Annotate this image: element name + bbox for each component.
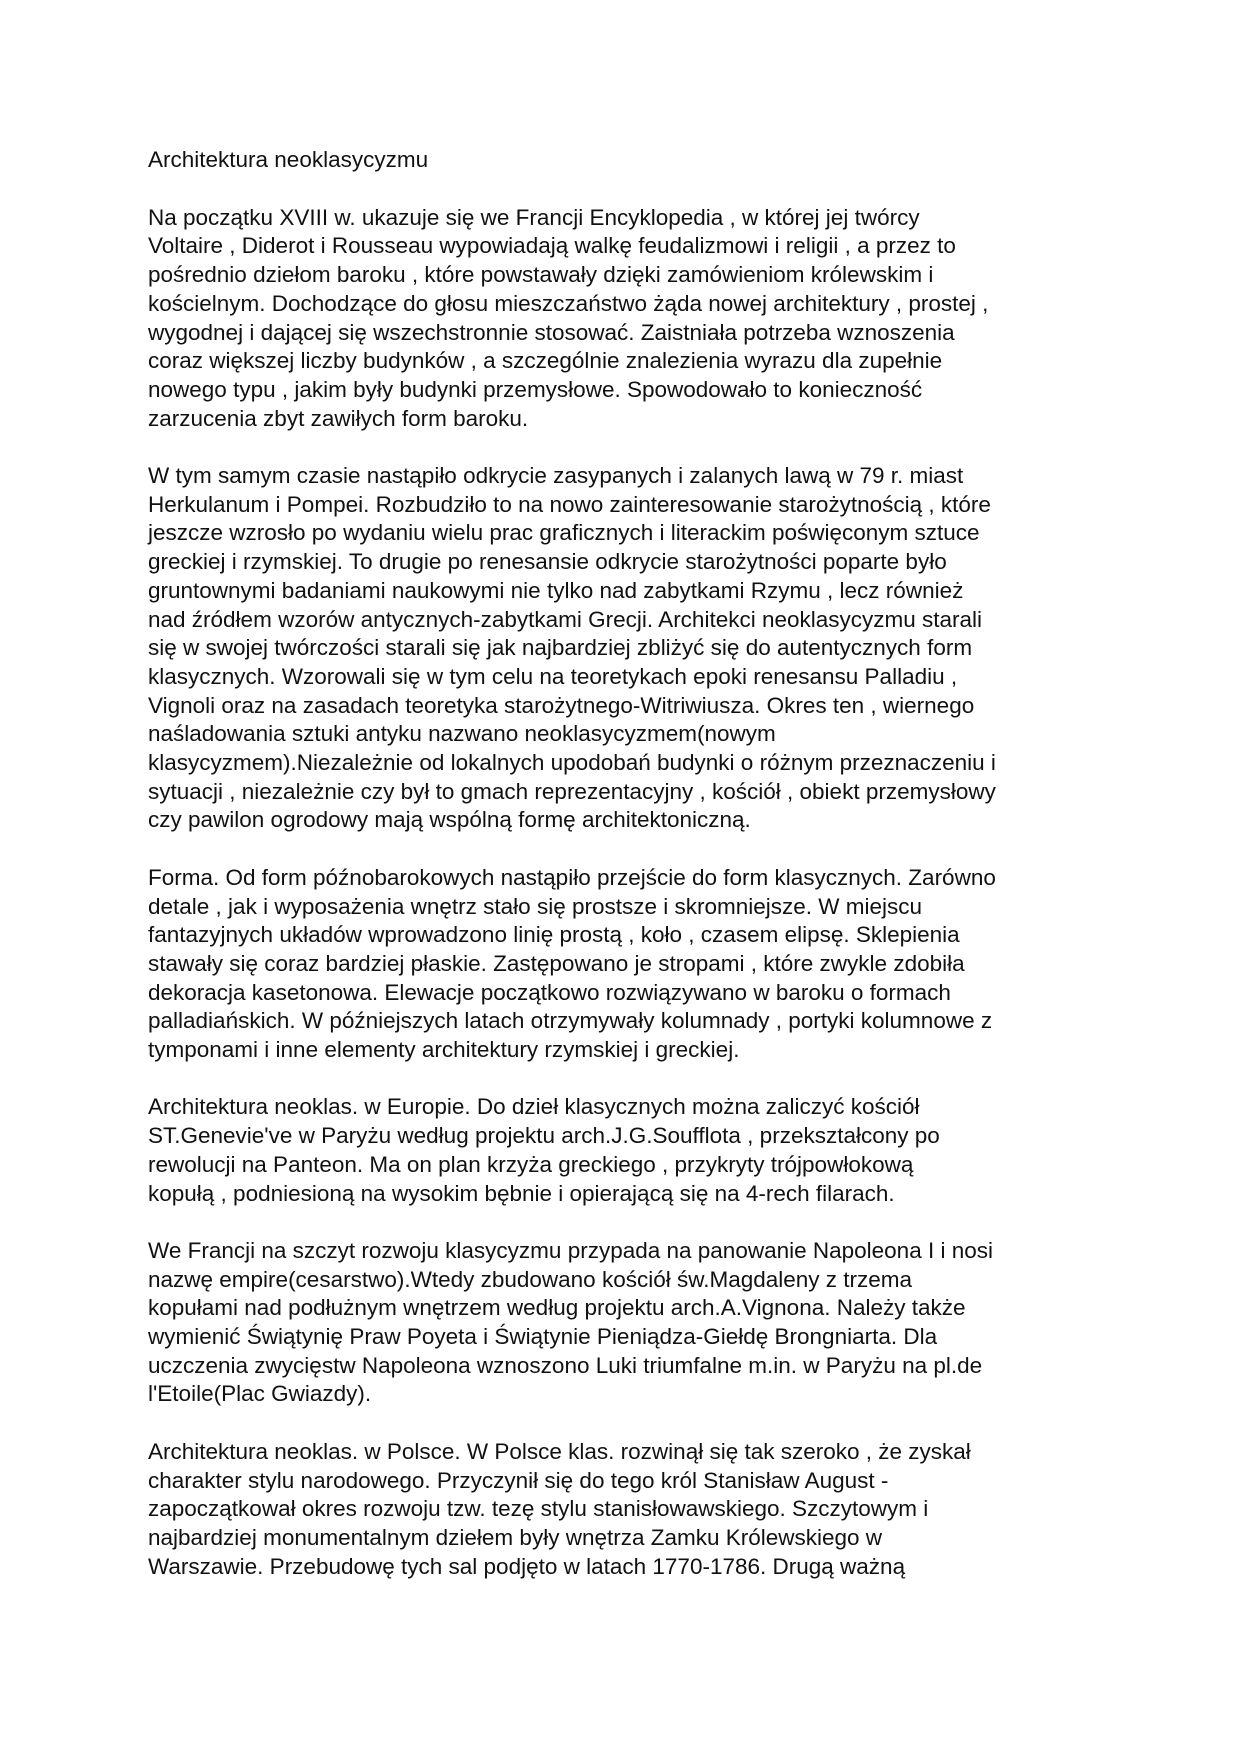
text-line: kopułami nad podłużnym wnętrzem według projektu arch.A.Vignona. Należy także xyxy=(148,1295,966,1321)
text-line: fantazyjnych układów wprowadzono linię prostą , koło , czasem elipsę. Sklepienia xyxy=(148,922,960,948)
document-title: Architektura neoklasycyzmu xyxy=(148,147,429,172)
text-line: uczczenia zwycięstw Napoleona wznoszono Luki triumfalne m.in. w Paryżu na pl.de xyxy=(148,1352,983,1378)
text-line: We Francji na szczyt rozwoju klasycyzmu przypada na panowanie Napoleona I i nosi xyxy=(148,1237,993,1263)
text-line: palladiańskich. W późniejszych latach otrzymywały kolumnady , portyki kolumnowe z xyxy=(148,1008,993,1034)
text-line: Architektura neoklas. w Polsce. W Polsce klas. rozwinął się tak szeroko , że zyskał xyxy=(148,1438,971,1464)
text-line: wymienić Świątynię Praw Poyeta i Świątynie Pieniądza-Giełdę Brongniarta. Dla xyxy=(148,1324,938,1350)
text-line: najbardziej monumentalnym dziełem były wnętrza Zamku Królewskiego w xyxy=(148,1524,883,1550)
text-line: sytuacji , niezależnie czy był to gmach reprezentacyjny , kościół , obiekt przemysłowy xyxy=(148,778,996,804)
paragraph xyxy=(148,1237,1108,1409)
text-line: nazwę empire(cesarstwo).Wtedy zbudowano kościół św.Magdaleny z trzema xyxy=(148,1266,913,1292)
text-line: Forma. Od form późnobarokowych nastąpiło przejście do form klasycznych. Zarówno xyxy=(148,864,996,890)
paragraph xyxy=(148,204,1108,434)
paragraph xyxy=(148,1093,1108,1208)
paragraph xyxy=(148,462,1108,835)
text-line: jeszcze wzrosło po wydaniu wielu prac graficznych i literackim poświęconym sztuce xyxy=(148,520,980,546)
text-line: Voltaire , Diderot i Rousseau wypowiadają walkę feudalizmowi i religii , a przez to xyxy=(148,233,956,259)
document-body xyxy=(148,204,1108,1582)
text-line: nowego typu , jakim były budynki przemysłowe. Spowodowało to konieczność xyxy=(148,376,923,402)
text-line: W tym samym czasie nastąpiło odkrycie zasypanych i zalanych lawą w 79 r. miast xyxy=(148,463,964,489)
text-line: się w swojej twórczości starali się jak najbardziej zbliżyć się do autentycznych form xyxy=(148,635,973,661)
text-line: kopułą , podniesioną na wysokim bębnie i opierającą się na 4-rech filarach. xyxy=(148,1180,895,1206)
document-page xyxy=(148,146,1108,1610)
text-line: wygodnej i dającej się wszechstronnie stosować. Zaistniała potrzeba wznoszenia xyxy=(148,319,955,345)
text-line: kościelnym. Dochodzące do głosu mieszczaństwo żąda nowej architektury , prostej , xyxy=(148,290,989,316)
text-line: charakter stylu narodowego. Przyczynił się do tego król Stanisław August - xyxy=(148,1467,889,1493)
text-line: coraz większej liczby budynków , a szczególnie znalezienia wyrazu dla zupełnie xyxy=(148,348,943,374)
text-line: Na początku XVIII w. ukazuje się we Francji Encyklopedia , w której jej twórcy xyxy=(148,204,920,230)
text-line: czy pawilon ogrodowy mają wspólną formę architektoniczną. xyxy=(148,807,751,833)
text-line: greckiej i rzymskiej. To drugie po renesansie odkrycie starożytności poparte było xyxy=(148,549,947,575)
text-line: klasycyzmem).Niezależnie od lokalnych upodobań budynki o różnym przeznaczeniu i xyxy=(148,750,996,776)
text-line: l'Etoile(Plac Gwiazdy). xyxy=(148,1381,372,1407)
text-line: Herkulanum i Pompei. Rozbudziło to na nowo zainteresowanie starożytnością , które xyxy=(148,491,991,517)
text-line: stawały się coraz bardziej płaskie. Zastępowano je stropami , które zwykle zdobiła xyxy=(148,950,965,976)
text-line: tymponami i inne elementy architektury rzymskiej i greckiej. xyxy=(148,1037,740,1063)
text-line: Vignoli oraz na zasadach teoretyka starożytnego-Witriwiusza. Okres ten , wiernego xyxy=(148,692,975,718)
text-line: zarzucenia zbyt zawiłych form baroku. xyxy=(148,405,529,431)
text-line: nad źródłem wzorów antycznych-zabytkami Grecji. Architekci neoklasycyzmu starali xyxy=(148,606,983,632)
text-line: gruntownymi badaniami naukowymi nie tylko nad zabytkami Rzymu , lecz również xyxy=(148,577,964,603)
text-line: detale , jak i wyposażenia wnętrz stało się prostsze i skromniejsze. W miejscu xyxy=(148,893,923,919)
text-line: pośrednio dziełom baroku , które powstawały dzięki zamówieniom królewskim i xyxy=(148,262,934,288)
text-line: ST.Genevie've w Paryżu według projektu arch.J.G.Soufflota , przekształcony po xyxy=(148,1123,940,1149)
text-line: Architektura neoklas. w Europie. Do dzieł klasycznych można zaliczyć kościół xyxy=(148,1094,920,1120)
text-line: klasycznych. Wzorowali się w tym celu na teoretykach epoki renesansu Palladiu , xyxy=(148,663,958,689)
text-line: zapoczątkował okres rozwoju tzw. tezę stylu stanisłowawskiego. Szczytowym i xyxy=(148,1496,929,1522)
text-line: rewolucji na Panteon. Ma on plan krzyża greckiego , przykryty trójpowłokową xyxy=(148,1151,914,1177)
paragraph xyxy=(148,1438,1108,1582)
text-line: Warszawie. Przebudowę tych sal podjęto w latach 1770-1786. Drugą ważną xyxy=(148,1553,906,1579)
text-line: dekoracja kasetonowa. Elewacje początkowo rozwiązywano w baroku o formach xyxy=(148,979,951,1005)
text-line: naśladowania sztuki antyku nazwano neoklasycyzmem(nowym xyxy=(148,721,776,747)
paragraph xyxy=(148,864,1108,1065)
